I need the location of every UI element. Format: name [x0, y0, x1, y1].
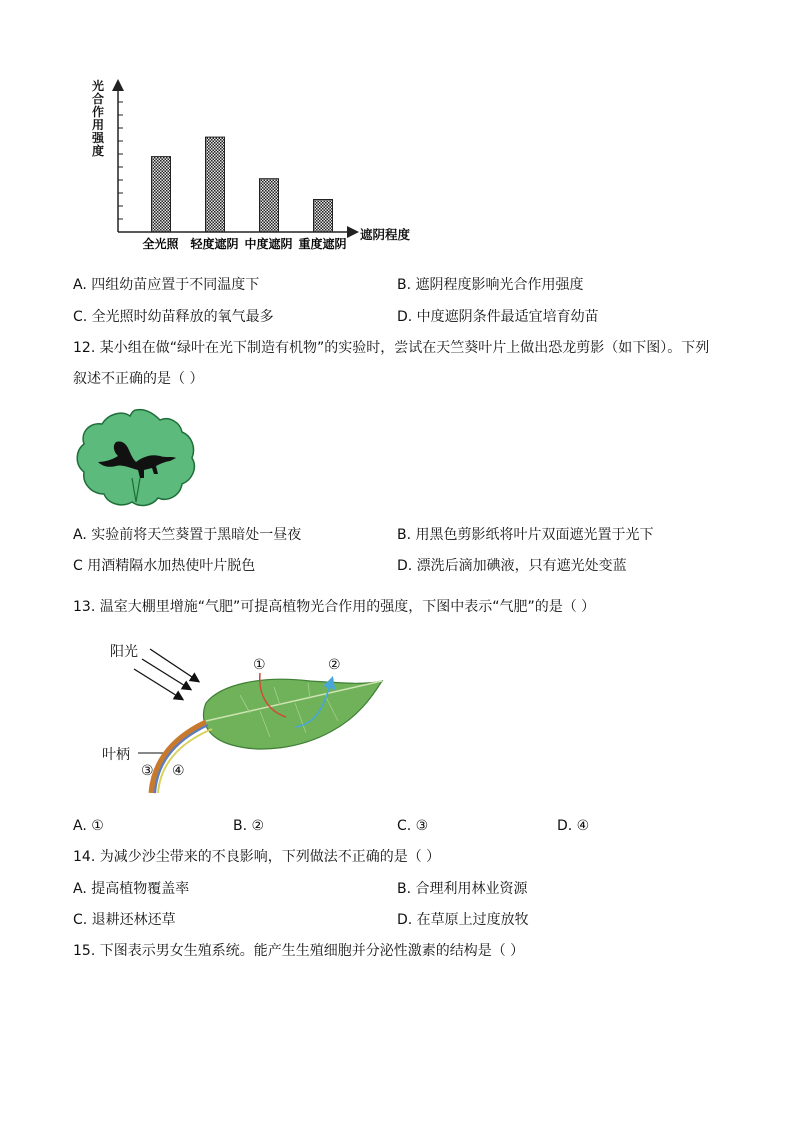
leaf-dinosaur-figure — [74, 406, 198, 510]
q13-option-b[interactable]: B. ② — [233, 818, 265, 834]
q12-option-a[interactable]: A. 实验前将天竺葵置于黑暗处一昼夜 — [73, 527, 302, 543]
marker-4: ④ — [172, 763, 185, 779]
q11-option-c[interactable]: C. 全光照时幼苗释放的氧气最多 — [73, 309, 274, 325]
q13-option-c[interactable]: C. ③ — [397, 818, 429, 834]
sunlight-ray — [142, 659, 190, 689]
marker-1: ① — [253, 657, 266, 673]
q13-option-a[interactable]: A. ① — [73, 818, 104, 834]
q12-stem-line1: 12. 某小组在做“绿叶在光下制造有机物”的实验时，尝试在天竺葵叶片上做出恐龙剪影（如下图）。下列 — [73, 340, 710, 356]
q13-stem: 13. 温室大棚里增施“气肥”可提高植物光合作用的强度，下图中表示“气肥”的是（ ） — [73, 599, 596, 615]
q15-stem: 15. 下图表示男女生殖系统。能产生生殖细胞并分泌性激素的结构是（ ） — [73, 943, 525, 959]
chart-xlabel: 遮阴程度 — [360, 227, 411, 242]
marker-3: ③ — [141, 763, 154, 779]
bar-3 — [260, 179, 279, 232]
q12-option-d[interactable]: D. 漂洗后滴加碘液，只有遮光处变蓝 — [397, 558, 627, 574]
x-tick-label: 全光照 — [142, 237, 179, 251]
x-tick-label: 重度遮阴 — [298, 237, 347, 251]
x-tick-label: 轻度遮阴 — [190, 237, 239, 251]
bar-2 — [206, 137, 225, 232]
sunlight-ray — [134, 669, 182, 699]
sunlight-label: 阳光 — [110, 644, 138, 660]
x-tick-label: 中度遮阴 — [244, 237, 293, 251]
marker-2: ② — [328, 657, 341, 673]
q11-option-d[interactable]: D. 中度遮阴条件最适宜培育幼苗 — [397, 309, 599, 325]
chart-ylabel: 光 合 作 用 强 度 — [91, 79, 104, 158]
q12-option-b[interactable]: B. 用黑色剪影纸将叶片双面遮光置于光下 — [397, 527, 654, 543]
bar-4 — [314, 200, 333, 233]
leaf-blade — [204, 679, 382, 749]
q12-stem-line2: 叙述不正确的是（ ） — [73, 371, 204, 387]
q14-option-a[interactable]: A. 提高植物覆盖率 — [73, 881, 190, 897]
q11-option-b[interactable]: B. 遮阴程度影响光合作用强度 — [397, 277, 584, 293]
q14-option-c[interactable]: C. 退耕还林还草 — [73, 912, 176, 928]
leaf-shape — [77, 410, 194, 506]
q13-option-d[interactable]: D. ④ — [557, 818, 590, 834]
q14-option-b[interactable]: B. 合理利用林业资源 — [397, 881, 528, 897]
bar-1 — [152, 157, 171, 232]
bar-chart — [88, 76, 428, 256]
leaf-transport-figure — [110, 645, 410, 795]
petiole-label: 叶柄 — [102, 747, 130, 763]
q14-option-d[interactable]: D. 在草原上过度放牧 — [397, 912, 529, 928]
q11-option-a[interactable]: A. 四组幼苗应置于不同温度下 — [73, 277, 260, 293]
q12-option-c[interactable]: C 用酒精隔水加热使叶片脱色 — [73, 558, 256, 574]
q14-stem: 14. 为减少沙尘带来的不良影响，下列做法不正确的是（ ） — [73, 849, 441, 865]
sunlight-ray — [150, 649, 198, 681]
